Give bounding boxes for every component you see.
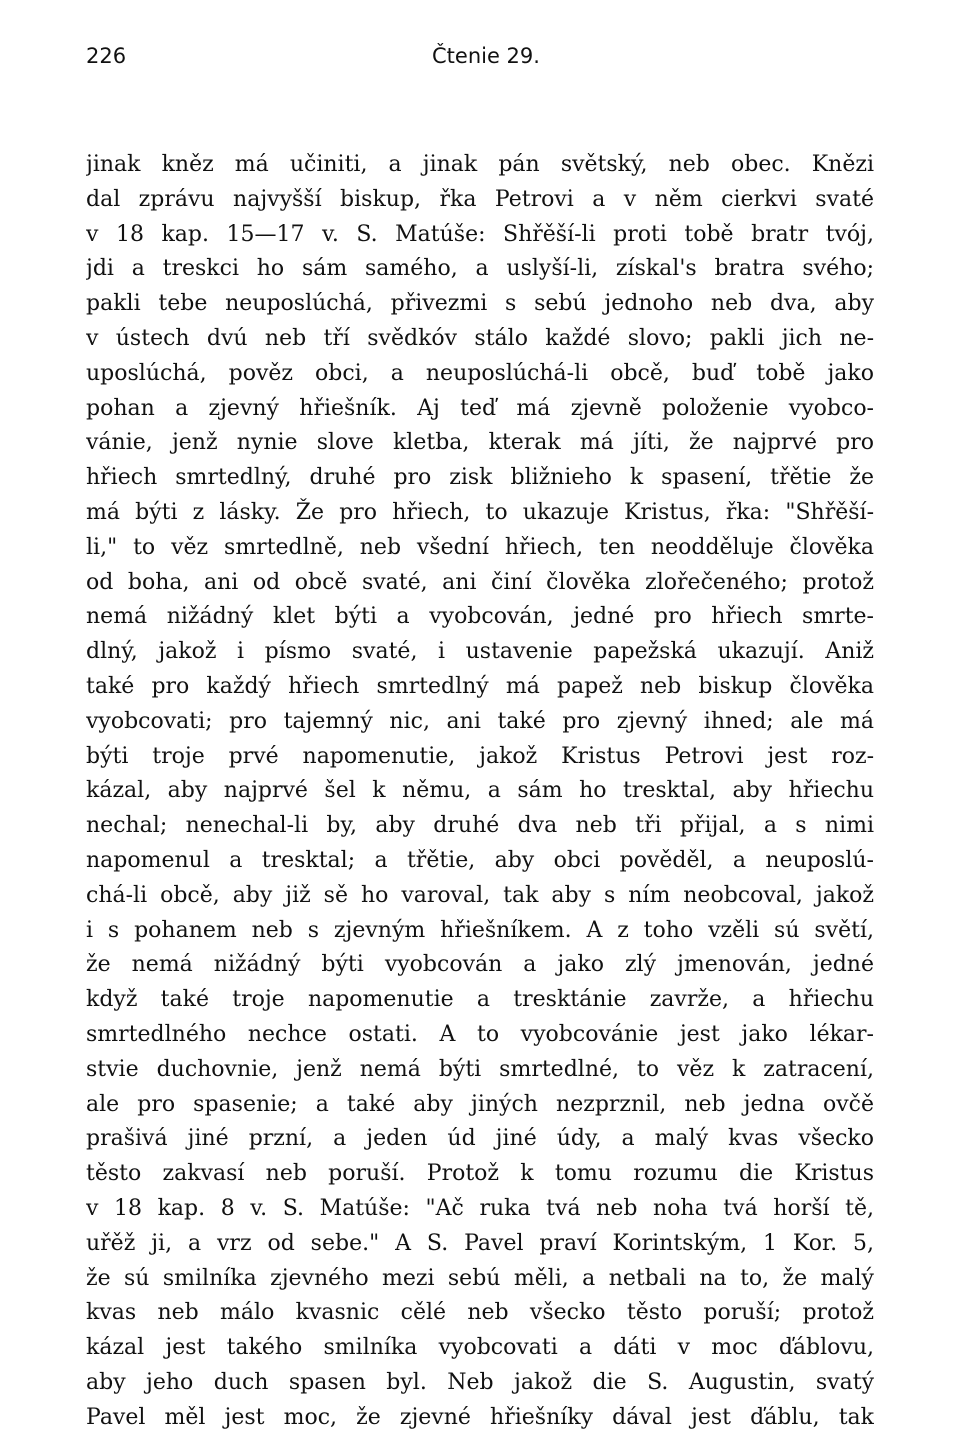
text-line: li," to věz smrtedlně, neb všední hřiech, ten neodděluje člověka bbox=[86, 534, 874, 560]
text-line: prašivá jiné przní, a jeden úd jiné údy, a malý kvas všecko bbox=[86, 1126, 874, 1152]
text-line: i s pohanem neb s zjevným hřiešníkem. A z toho vzěli sú světí, bbox=[86, 917, 874, 943]
text-line: že sú smilníka zjevného mezi sebú měli, a netbali na to, že malý bbox=[86, 1265, 874, 1291]
body-text bbox=[86, 148, 874, 1435]
text-line: pohan a zjevný hřiešník. Aj teď má zjevně položenie vyobco- bbox=[86, 395, 874, 421]
running-head bbox=[86, 36, 874, 80]
text-line: v 18 kap. 15—17 v. S. Matúše: Shřěší-li proti tobě bratr tvój, bbox=[86, 221, 874, 247]
text-line: hřiech smrtedlný, druhé pro zisk bližnieho k spasení, třětie že bbox=[86, 465, 874, 491]
text-line: kvas neb málo kvasnic cělé neb všecko těsto poruší; protož bbox=[86, 1300, 874, 1326]
chapter-title: Čtenie 29. bbox=[432, 44, 540, 68]
text-line: dlný, jakož i písmo svaté, i ustavenie papežská ukazují. Aniž bbox=[86, 639, 874, 665]
text-line: jdi a treskci ho sám samého, a uslyší-li, získal's bratra svého; bbox=[86, 256, 874, 282]
page-number: 226 bbox=[86, 44, 127, 68]
text-line: chá-li obcě, aby již sě ho varoval, tak aby s ním neobcoval, jakož bbox=[86, 882, 874, 908]
text-line: také pro každý hřiech smrtedlný má papež neb biskup člověka bbox=[86, 673, 874, 699]
text-line: vánie, jenž nynie slove kletba, kterak má jíti, že najprvé pro bbox=[86, 430, 874, 456]
text-line: stvie duchovnie, jenž nemá býti smrtedlné, to věz k zatracení, bbox=[86, 1056, 874, 1082]
text-line: v ústech dvú neb tří svědkóv stálo každé slovo; pakli jich ne- bbox=[86, 325, 874, 351]
text-line: vyobcovati; pro tajemný nic, ani také pro zjevný ihned; ale má bbox=[86, 708, 874, 734]
text-line: napomenul a tresktal; a třětie, aby obci pověděl, a neuposlú- bbox=[86, 847, 874, 873]
text-line: pakli tebe neuposlúchá, přivezmi s sebú jednoho neb dva, aby bbox=[86, 291, 874, 317]
text-line: že nemá nižádný býti vyobcován a jako zlý jmenován, jedné bbox=[86, 952, 874, 978]
text-line: nemá nižádný klet býti a vyobcován, jedné pro hřiech smrte- bbox=[86, 604, 874, 630]
text-line: nechal; nenechal-li by, aby druhé dva neb tři přijal, a s nimi bbox=[86, 813, 874, 839]
text-line: smrtedlného nechce ostati. A to vyobcovánie jest jako lékar- bbox=[86, 1021, 874, 1047]
text-line: kázal, aby najprvé šel k němu, a sám ho tresktal, aby hřiechu bbox=[86, 778, 874, 804]
text-line: dal zprávu najvyšší biskup, řka Petrovi a v něm cierkvi svaté bbox=[86, 186, 874, 212]
text-line: v 18 kap. 8 v. S. Matúše: "Ač ruka tvá neb noha tvá horší tě, bbox=[86, 1195, 874, 1221]
text-line: ale pro spasenie; a také aby jiných nezprznil, neb jedna ovčě bbox=[86, 1091, 874, 1117]
text-line: těsto zakvasí neb poruší. Protož k tomu rozumu die Kristus bbox=[86, 1161, 874, 1187]
text-line: býti troje prvé napomenutie, jakož Kristus Petrovi jest roz- bbox=[86, 743, 874, 769]
text-line: uposlúchá, pověz obci, a neuposlúchá-li obcě, buď tobě jako bbox=[86, 360, 874, 386]
text-line: od boha, ani od obcě svaté, ani činí člověka zlořečeného; protož bbox=[86, 569, 874, 595]
text-line: kázal jest takého smilníka vyobcovati a dáti v moc ďáblovu, bbox=[86, 1335, 874, 1361]
text-line: aby jeho duch spasen byl. Neb jakož die S. Augustin, svatý bbox=[86, 1369, 874, 1395]
text-line: má býti z lásky. Že pro hřiech, to ukazuje Kristus, řka: "Shřěší- bbox=[86, 499, 874, 525]
book-page bbox=[86, 36, 874, 1435]
text-line: když také troje napomenutie a tresktánie zavrže, a hřiechu bbox=[86, 987, 874, 1013]
text-line: uřěž ji, a vrz od sebe." A S. Pavel praví Korintským, 1 Kor. 5, bbox=[86, 1230, 874, 1256]
text-line: jinak kněz má učiniti, a jinak pán světský, neb obec. Knězi bbox=[86, 152, 874, 177]
text-line: Pavel měl jest moc, že zjevné hřiešníky dával jest ďáblu, tak bbox=[86, 1404, 874, 1430]
